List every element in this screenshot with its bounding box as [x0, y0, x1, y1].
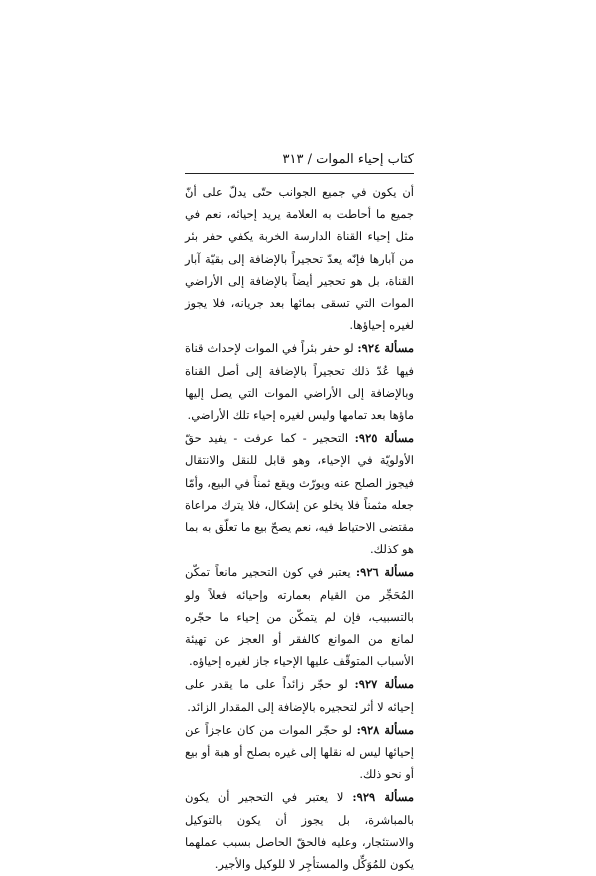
paragraph-text: لو حجّر زائداً على ما يقدر على إحيائه لا أثر لتحجيره بالإضافة إلى المقدار الزائد. [185, 677, 414, 714]
paragraph-text: يعتبر في كون التحجير مانعاً تمكّن المُحَجِّر من القيام بعمارته وإحيائه فعلاً ولو بالتسبيب، فإن لم يتمكّن من إحياء ما حجّره لمانع من الموانع كالفقر أو العجز عن تهيئة الأسباب المتوقّف عليها الإحياء جاز لغيره إحياؤه. [185, 565, 414, 669]
issue-926 [185, 561, 414, 672]
running-header-title: كتاب إحياء الموات / ٣١٣ [282, 152, 414, 167]
paragraph-text: لو حفر بئراً في الموات لإحداث قناة فيها عُدّ ذلك تحجيراً بالإضافة إلى أصل القناة وبالإضافة إلى الأراضي الموات التي يصل إليها ماؤها بعد تمامها وليس لغيره إحياء تلك الأراضي. [185, 341, 414, 423]
issue-925 [185, 427, 414, 560]
issue-label: مسألة ٩٢٩: [352, 790, 414, 805]
header-divider [185, 173, 414, 174]
paragraph-text: أن يكون في جميع الجوانب حتّى يدلّ على أنّ جميع ما أحاطت به العلامة يريد إحيائه، نعم في مثل إحياء القناة الدارسة الخربة يكفي حفر بئر من آبارها فإنّه يعدّ تحجيراً بالإضافة إلى بقيّة آبار القناة، بل هو تحجير أيضاً بالإضافة إلى الأراضي الموات التي تسقى بمائها بعد جريانه، فلا يجوز لغيره إحياؤها. [185, 185, 414, 333]
paragraph-text: لا يعتبر في التحجير أن يكون بالمباشرة، بل يجوز أن يكون بالتوكيل والاستئجار، وعليه فالحقّ الحاصل بسبب عملهما يكون للمُوَكِّل والمستأجِر لا للوكيل والأجير. [185, 790, 414, 872]
paragraph-text: التحجير - كما عرفت - يفيد حقّ الأولويّة في الإحياء، وهو قابل للنقل والانتقال فيجوز الصلح عنه ويورّث ويقع ثمناً في البيع، وأمّا جعله مثمناً فلا يخلو عن إشكال، فلا يترك مراعاة مقتضى الاحتياط فيه، نعم يصحّ بيع ما تعلّق به بما هو كذلك. [184, 431, 414, 557]
issue-label: مسألة ٩٢٥: [354, 431, 414, 446]
issue-label: مسألة ٩٢٧: [354, 677, 415, 692]
page-body [185, 181, 414, 876]
issue-label: مسألة ٩٢٦: [355, 565, 414, 580]
issue-label: مسألة ٩٢٨: [356, 722, 414, 737]
issue-928 [185, 719, 414, 786]
issue-924 [185, 337, 414, 426]
paragraph-continuation [185, 181, 414, 336]
page-header [185, 150, 414, 170]
issue-929 [185, 786, 414, 875]
issue-label: مسألة ٩٢٤: [357, 341, 414, 356]
issue-927 [185, 673, 414, 717]
paragraph-text: لو حجّر الموات من كان عاجزاً عن إحيائها ليس له نقلها إلى غيره بصلح أو هبة أو بيع أو نحو ذلك. [185, 722, 414, 782]
